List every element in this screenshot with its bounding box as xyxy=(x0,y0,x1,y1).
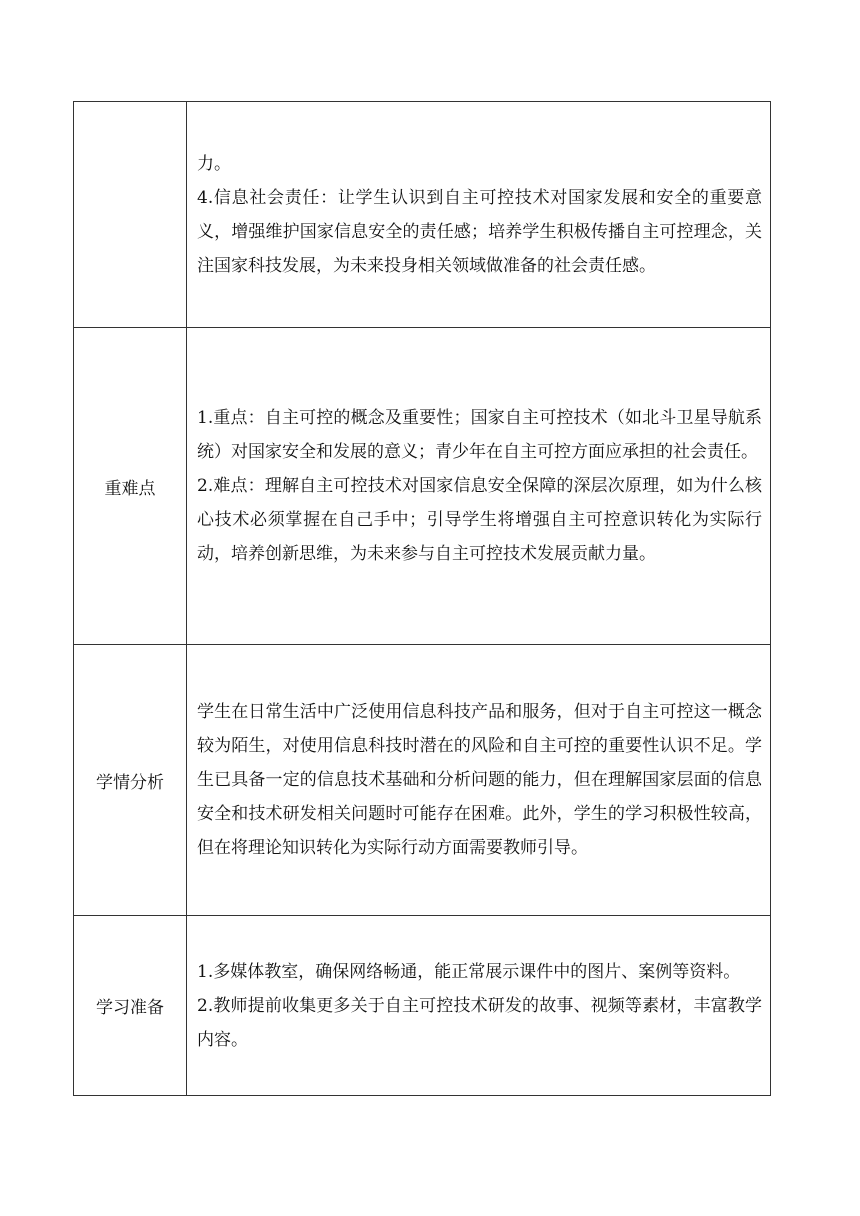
table-row-key-difficulties xyxy=(74,328,771,645)
row-content xyxy=(187,328,771,645)
paragraph: 2.难点：理解自主可控技术对国家信息安全保障的深层次原理，如为什么核心技术必须掌握在自己手中；引导学生将增强自主可控意识转化为实际行动，培养创新思维，为未来参与自主可控技术发展贡献力量。 xyxy=(197,476,762,564)
row-label: 重难点 xyxy=(74,328,187,645)
row-content xyxy=(187,916,771,1096)
lesson-plan-table xyxy=(73,101,771,1096)
table-row-preparation xyxy=(74,916,771,1096)
row-label: 学习准备 xyxy=(74,916,187,1096)
paragraph: 2.教师提前收集更多关于自主可控技术研发的故事、视频等素材，丰富教学内容。 xyxy=(197,995,762,1050)
paragraph: 力。 xyxy=(197,153,231,174)
row-content xyxy=(187,102,771,328)
table-row-student-analysis xyxy=(74,645,771,916)
paragraph: 学生在日常生活中广泛使用信息科技产品和服务，但对于自主可控这一概念较为陌生，对使用信息科技时潜在的风险和自主可控的重要性认识不足。学生已具备一定的信息技术基础和分析问题的能力，但在理解国家层面的信息安全和技术研发相关问题时可能存在困难。此外，学生的学习积极性较高，但在将理论知识转化为实际行动方面需要教师引导。 xyxy=(197,702,762,858)
paragraph: 4.信息社会责任：让学生认识到自主可控技术对国家发展和安全的重要意义，增强维护国家信息安全的责任感；培养学生积极传播自主可控理念，关注国家科技发展，为未来投身相关领域做准备的社会责任感。 xyxy=(197,187,762,276)
paragraph: 1.多媒体教室，确保网络畅通，能正常展示课件中的图片、案例等资料。 xyxy=(197,961,741,982)
paragraph: 1.重点：自主可控的概念及重要性；国家自主可控技术（如北斗卫星导航系统）对国家安全和发展的意义；青少年在自主可控方面应承担的社会责任。 xyxy=(197,408,762,462)
table-row-objectives-continued xyxy=(74,102,771,328)
row-label: 学情分析 xyxy=(74,645,187,916)
row-label xyxy=(74,102,187,328)
row-content xyxy=(187,645,771,916)
